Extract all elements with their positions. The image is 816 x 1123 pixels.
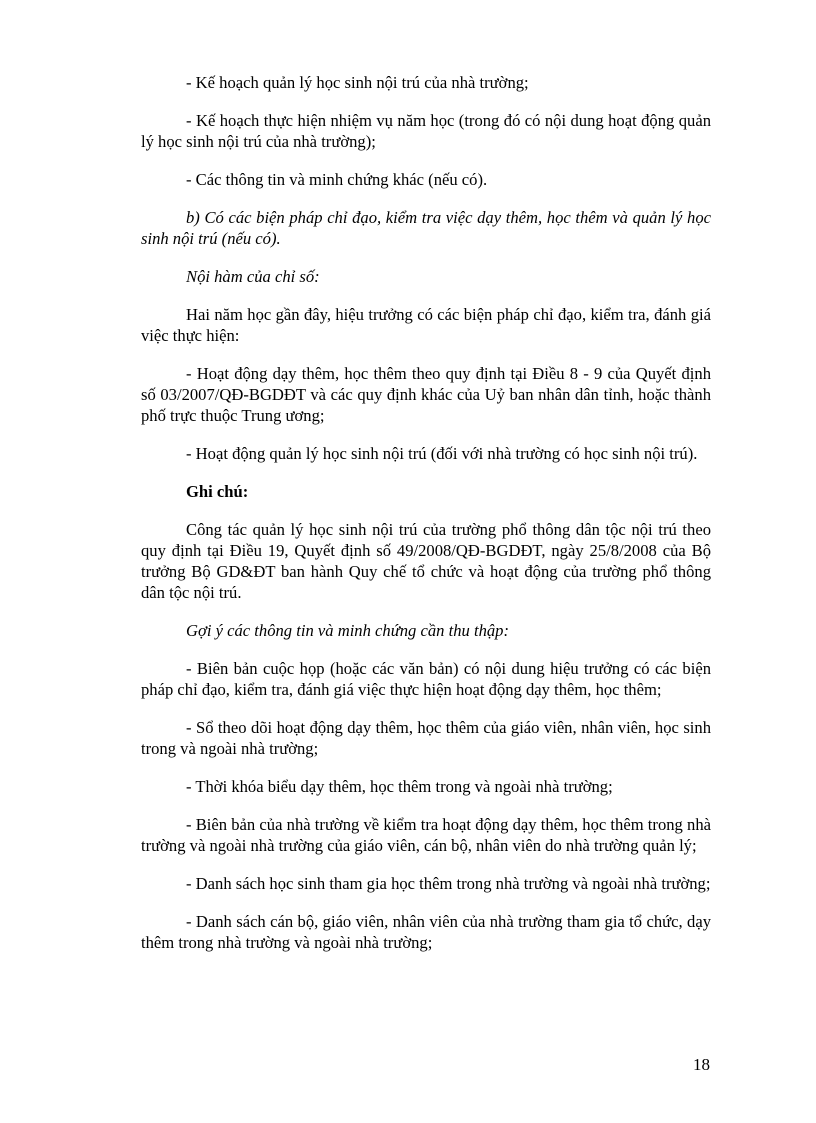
indicator-content-heading: Nội hàm của chỉ số: <box>186 267 320 286</box>
page-number: 18 <box>693 1055 710 1074</box>
bullet-other-evidence: - Các thông tin và minh chứng khác (nếu có). <box>186 170 488 189</box>
indicator-intro: Hai năm học gần đây, hiệu trưởng có các biện pháp chỉ đạo, kiểm tra, đánh giá việc thực hiện: <box>141 305 711 345</box>
bullet-inspection-minutes: - Biên bản của nhà trường về kiểm tra hoạt động dạy thêm, học thêm trong nhà trường và ngoài nhà trường của giáo viên, cán bộ, nhân viên do nhà trường quản lý; <box>141 815 711 855</box>
bullet-boarding-management: - Hoạt động quản lý học sinh nội trú (đối với nhà trường có học sinh nội trú). <box>186 444 698 463</box>
note-heading: Ghi chú: <box>186 482 249 501</box>
evidence-suggestion-heading: Gợi ý các thông tin và minh chứng cần thu thập: <box>186 621 509 640</box>
criterion-b-heading: b) Có các biện pháp chỉ đạo, kiểm tra việc dạy thêm, học thêm và quản lý học sinh nội trú (nếu có). <box>141 208 711 248</box>
bullet-school-year-plan: - Kế hoạch thực hiện nhiệm vụ năm học (trong đó có nội dung hoạt động quản lý học sinh nội trú của nhà trường); <box>141 111 711 151</box>
bullet-boarding-plan: - Kế hoạch quản lý học sinh nội trú của nhà trường; <box>186 73 529 92</box>
document-body <box>141 72 711 970</box>
bullet-timetable: - Thời khóa biểu dạy thêm, học thêm trong và ngoài nhà trường; <box>186 777 613 796</box>
bullet-tracking-book: - Sổ theo dõi hoạt động dạy thêm, học thêm của giáo viên, nhân viên, học sinh trong và ngoài nhà trường; <box>141 718 711 758</box>
note-body: Công tác quản lý học sinh nội trú của trường phổ thông dân tộc nội trú theo quy định tại Điều 19, Quyết định số 49/2008/QĐ-BGDĐT, ngày 25/8/2008 của Bộ trưởng Bộ GD&ĐT ban hành Quy chế tổ chức và hoạt động của trường phổ thông dân tộc nội trú. <box>141 520 711 602</box>
bullet-extra-classes: - Hoạt động dạy thêm, học thêm theo quy định tại Điều 8 - 9 của Quyết định số 03/2007/QĐ-BGDĐT và các quy định khác của Uỷ ban nhân dân tỉnh, hoặc thành phố trực thuộc Trung ương; <box>141 364 711 425</box>
bullet-staff-list: - Danh sách cán bộ, giáo viên, nhân viên của nhà trường tham gia tổ chức, dạy thêm trong nhà trường và ngoài nhà trường; <box>141 912 711 952</box>
bullet-meeting-minutes: - Biên bản cuộc họp (hoặc các văn bản) có nội dung hiệu trưởng có các biện pháp chỉ đạo, kiểm tra, đánh giá việc thực hiện hoạt động dạy thêm, học thêm; <box>141 659 711 699</box>
bullet-student-list: - Danh sách học sinh tham gia học thêm trong nhà trường và ngoài nhà trường; <box>186 874 711 893</box>
